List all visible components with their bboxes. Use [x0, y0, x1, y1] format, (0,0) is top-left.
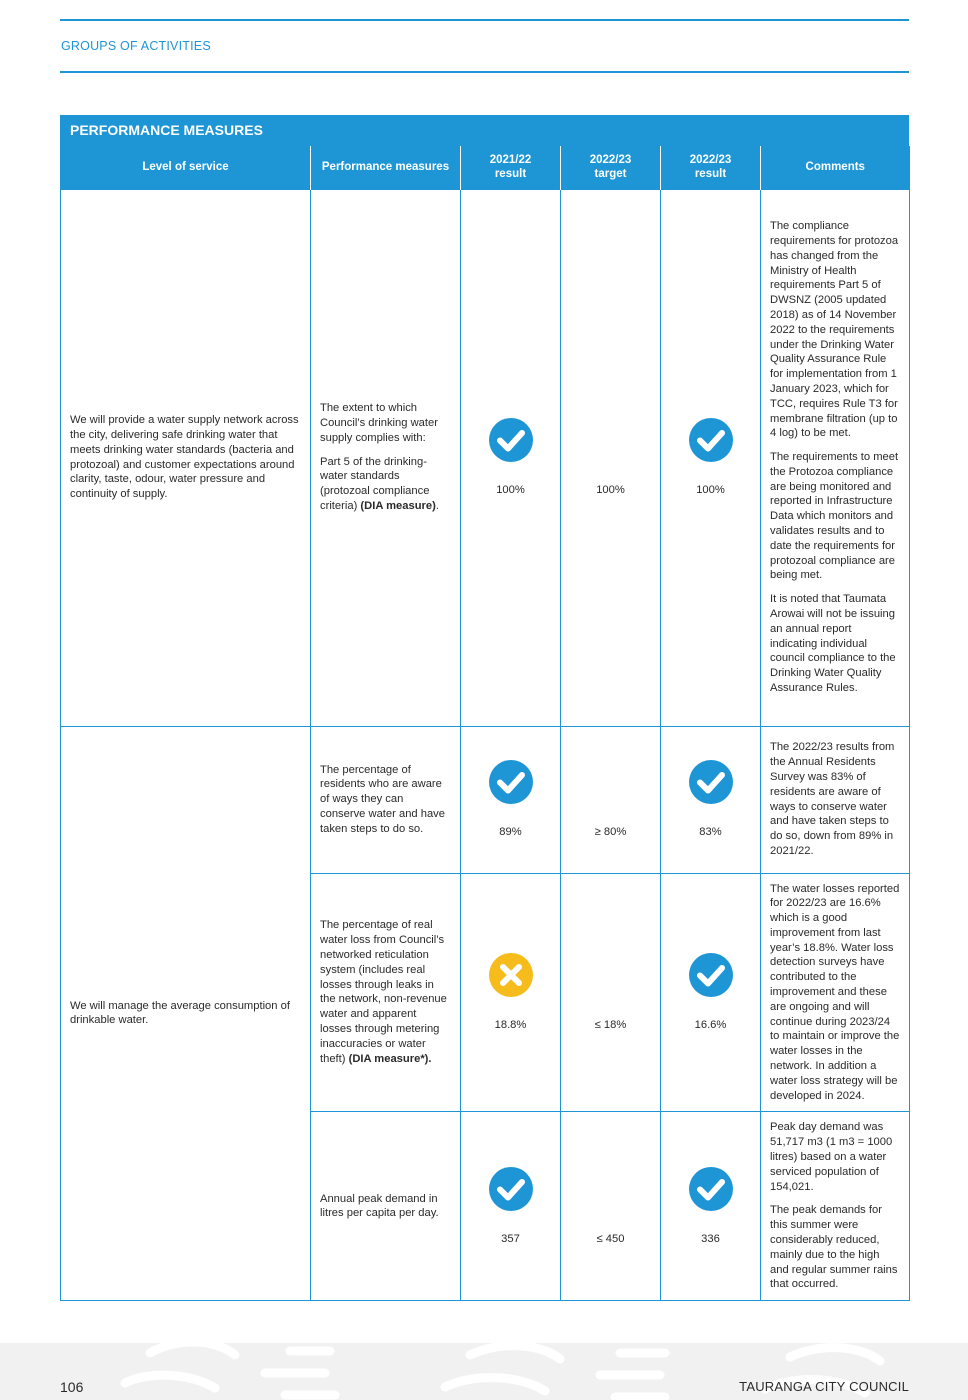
- target-2022-23-cell: [561, 1112, 661, 1301]
- table-title: PERFORMANCE MEASURES: [60, 115, 909, 146]
- comment-paragraph: The compliance requirements for protozoa has changed from the Ministry of Health requirements Part 5 of DWSNZ (2005 updated 2018) as of 14 November 2022 to the requirements under the Drinking Water Quality Assurance Rule for implementation from 1 January 2023, which for TCC, requires Rule T3 for membrane filtration (up to 4 log) to be met.: [770, 220, 899, 440]
- result-2022-23-cell: [661, 726, 761, 873]
- check-circle-icon: [688, 1166, 734, 1212]
- check-circle-icon: [488, 1166, 534, 1212]
- organisation-name: TAURANGA CITY COUNCIL: [739, 1379, 909, 1394]
- check-circle-icon: [488, 417, 534, 463]
- result-value: 357: [501, 1232, 520, 1245]
- measure-text: Part 5 of the drinking-water standards (protozoal compliance criteria) (DIA measure).: [320, 455, 439, 512]
- comment-paragraph: The 2022/23 results from the Annual Residents Survey was 83% of residents are aware of ways to conserve water and have taken steps to do so, down from 89% in 2021/22.: [770, 741, 895, 857]
- column-header-level-of-service: Level of service: [61, 146, 311, 189]
- result-value: 336: [701, 1232, 720, 1245]
- measure-text: The percentage of residents who are aware of ways they can conserve water and have taken steps to do so.: [320, 763, 446, 835]
- comment-paragraph: The water losses reported for 2022/23 are 16.6% which is a good improvement from last year’s 18.8%. Water loss detection surveys have contributed to the improvement and these are ongoing and will continue during 2023/24 to maintain or improve the water losses in the network. In addition a water loss strategy will be developed in 2024.: [770, 882, 900, 1102]
- section-label: GROUPS OF ACTIVITIES: [61, 39, 211, 53]
- comment-paragraph: The peak demands for this summer were considerably reduced, mainly due to the high and regular summer rains that occurred.: [770, 1204, 898, 1291]
- performance-measure-cell: [311, 1112, 461, 1301]
- column-header-2022-23-result: 2022/23 result: [661, 146, 761, 189]
- target-2022-23-cell: [561, 726, 661, 873]
- comment-paragraph: The requirements to meet the Protozoa compliance are being monitored and reported in Infrastructure Data which monitors and validates results and to date the requirements for protozoal compliance are being met.: [770, 451, 899, 582]
- performance-measures-table: [60, 115, 909, 1301]
- comments-cell: [761, 873, 910, 1112]
- table-header-row: [61, 146, 910, 189]
- level-of-service-cell: We will manage the average consumption of drinkable water.: [61, 726, 311, 1301]
- result-value: 83%: [699, 826, 722, 839]
- column-header-performance-measures: Performance measures: [311, 146, 461, 189]
- check-circle-icon: [688, 417, 734, 463]
- check-circle-icon: [688, 759, 734, 805]
- performance-measure-cell: [311, 873, 461, 1112]
- target-2022-23-cell: [561, 189, 661, 726]
- measure-text: The extent to which Council’s drinking water supply complies with:: [320, 402, 438, 444]
- result-value: 16.6%: [694, 1019, 727, 1032]
- result-value: 100%: [696, 484, 725, 497]
- result-value: 18.8%: [494, 1019, 527, 1032]
- measure-text: The percentage of real water loss from Council’s networked reticulation system (includes real losses through leaks in the network, non-revenue water and apparent losses through metering inaccuracies or water theft) (DIA measure*).: [320, 919, 447, 1065]
- check-circle-icon: [488, 759, 534, 805]
- page-number: 106: [60, 1379, 84, 1395]
- comments-cell: [761, 189, 910, 726]
- table-row: [61, 189, 910, 726]
- performance-measure-cell: [311, 189, 461, 726]
- header-rule-top: [60, 19, 909, 21]
- target-value: ≥ 80%: [594, 826, 627, 839]
- comment-paragraph: Peak day demand was 51,717 m3 (1 m3 = 1000 litres) based on a water serviced population of 154,021.: [770, 1121, 893, 1193]
- target-value: ≤ 450: [596, 1232, 625, 1245]
- performance-measure-cell: [311, 726, 461, 873]
- check-circle-icon: [688, 952, 734, 998]
- comments-cell: [761, 1112, 910, 1301]
- result-2021-22-cell: [461, 726, 561, 873]
- target-2022-23-cell: [561, 873, 661, 1112]
- column-header-comments: Comments: [761, 146, 910, 189]
- comments-cell: [761, 726, 910, 873]
- result-2022-23-cell: [661, 1112, 761, 1301]
- comment-paragraph: It is noted that Taumata Arowai will not be issuing an annual report indicating individual council compliance to the Drinking Water Quality Assurance Rules.: [770, 593, 896, 695]
- column-header-2022-23-target: 2022/23 target: [561, 146, 661, 189]
- result-2021-22-cell: [461, 189, 561, 726]
- result-2021-22-cell: [461, 1112, 561, 1301]
- result-value: 89%: [499, 826, 522, 839]
- target-value: 100%: [596, 484, 625, 497]
- result-2022-23-cell: [661, 873, 761, 1112]
- level-of-service-cell: We will provide a water supply network across the city, delivering safe drinking water that meets drinking water standards (bacteria and protozoal) and customer expectations around clarity, taste, odour, water pressure and continuity of supply.: [61, 189, 311, 726]
- target-value: ≤ 18%: [594, 1019, 627, 1032]
- result-2022-23-cell: [661, 189, 761, 726]
- cross-circle-icon: [488, 952, 534, 998]
- column-header-2021-22-result: 2021/22 result: [461, 146, 561, 189]
- header-rule-bottom: [60, 71, 909, 73]
- result-value: 100%: [496, 484, 525, 497]
- result-2021-22-cell: [461, 873, 561, 1112]
- table-row: [61, 726, 910, 873]
- measure-text: Annual peak demand in litres per capita per day.: [320, 1192, 439, 1220]
